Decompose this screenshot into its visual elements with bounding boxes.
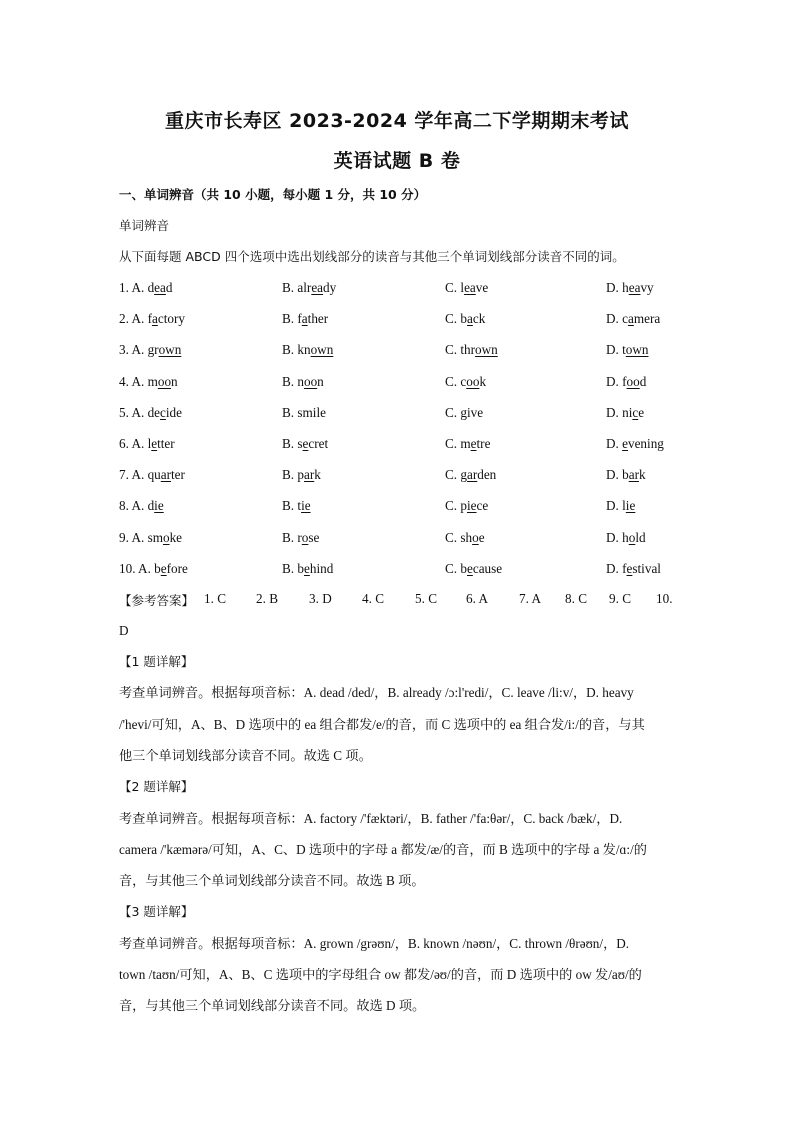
detail-text-line: /'hevi/可知，A、B、D 选项中的 ea 组合都发/e/的音，而 C 选项中的 ea 组合发/i:/的音，与其 [119, 716, 645, 732]
answer-item: 7. A [519, 591, 541, 606]
instructions: 从下面每题 ABCD 四个选项中选出划线部分的读音与其他三个单词划线部分读音不同的词。 [119, 249, 625, 264]
option-d: D. festival [606, 560, 661, 576]
detail-text-line: 考查单词辨音。根据每项音标：A. factory /'fæktəri/，B. father /'fa:θər/，C. back /bæk/，D. [119, 810, 623, 826]
option-c: C. thrown [445, 342, 498, 358]
option-c: C. give [445, 404, 484, 420]
option-a: 8. A. die [119, 498, 164, 514]
option-c: C. cook [445, 373, 487, 389]
option-c: C. metre [445, 436, 491, 451]
detail-heading: 【2 题详解】 [119, 779, 194, 795]
option-c: C. because [445, 560, 503, 576]
answer-item: 3. D [309, 591, 332, 606]
option-a: 1. A. dead [119, 280, 173, 295]
exam-title: 重庆市长寿区 2023-2024 学年高二下学期期末考试 [165, 110, 629, 132]
option-a: 7. A. quarter [119, 467, 185, 483]
detail-heading: 【3 题详解】 [119, 904, 194, 920]
option-a: 6. A. letter [119, 436, 175, 451]
option-b: B. tie [282, 498, 311, 514]
option-b: B. already [282, 280, 337, 295]
option-b: B. noon [282, 373, 324, 389]
answer-item: 10. [656, 591, 673, 606]
detail-text-line: town /taʊn/可知，A、B、C 选项中的字母组合 ow 都发/əʊ/的音，而 D 选项中的 ow 发/aʊ/的 [119, 967, 642, 982]
detail-text-line: 考查单词辨音。根据每项音标：A. dead /ded/，B. already /ɔ:l'redi/，C. leave /li:v/，D. heavy [119, 685, 634, 701]
answer-item: 6. A [466, 591, 488, 606]
detail-text-line: camera /'kæmərə/可知，A、C、D 选项中的字母 a 都发/æ/的音，而 B 选项中的字母 a 发/ɑ:/的 [119, 841, 647, 857]
option-d: D. town [606, 342, 649, 358]
option-d: D. lie [606, 498, 636, 514]
question-row [119, 280, 679, 298]
answer-item: 8. C [565, 591, 587, 606]
section-heading: 一、单词辨音（共 10 小题，每小题 1 分，共 10 分） [119, 187, 427, 202]
option-a: 5. A. decide [119, 404, 183, 420]
option-c: C. leave [445, 280, 489, 295]
question-row [119, 311, 679, 329]
option-a: 3. A. grown [119, 342, 182, 358]
option-c: C. back [445, 311, 486, 327]
answer-item: 9. C [609, 591, 631, 606]
option-c: C. shoe [445, 529, 485, 545]
option-d: D. heavy [606, 280, 654, 295]
subsection-title: 单词辨音 [119, 218, 170, 233]
answer-item: 5. C [415, 591, 437, 606]
detail-text-line: 他三个单词划线部分读音不同。故选 C 项。 [119, 747, 372, 763]
option-d: D. bark [606, 467, 646, 483]
answer-label: 【参考答案】 [119, 593, 195, 608]
option-b: B. park [282, 467, 321, 483]
question-row [119, 561, 679, 579]
option-b: B. behind [282, 560, 334, 576]
option-d: D. camera [606, 311, 661, 327]
option-c: C. piece [445, 498, 489, 514]
answer-item: 1. C [204, 591, 226, 606]
detail-text-line: 考查单词辨音。根据每项音标：A. grown /grəʊn/，B. known /nəʊn/，C. thrown /θrəʊn/，D. [119, 935, 630, 951]
question-row [119, 436, 679, 454]
question-row [119, 498, 679, 516]
answer-item: 4. C [362, 591, 384, 606]
option-c: C. garden [445, 467, 497, 483]
exam-subtitle: 英语试题 B 卷 [333, 150, 461, 172]
detail-text-line: 音，与其他三个单词划线部分读音不同。故选 D 项。 [119, 998, 426, 1014]
question-row [119, 374, 679, 392]
question-row [119, 530, 679, 548]
option-a: 4. A. moon [119, 373, 178, 389]
question-row [119, 405, 679, 423]
detail-heading: 【1 题详解】 [119, 654, 194, 669]
option-d: D. evening [606, 436, 664, 451]
option-b: B. rose [282, 529, 320, 545]
option-a: 10. A. before [119, 560, 188, 576]
detail-text-line: 音，与其他三个单词划线部分读音不同。故选 B 项。 [119, 873, 425, 889]
option-d: D. hold [606, 529, 646, 545]
option-b: B. father [282, 311, 329, 327]
option-a: 2. A. factory [119, 311, 185, 327]
option-b: B. known [282, 342, 334, 358]
question-row [119, 342, 679, 360]
answer-item-10-continued: D [119, 623, 129, 638]
option-d: D. nice [606, 404, 645, 420]
option-d: D. food [606, 373, 647, 389]
answer-item: 2. B [256, 591, 278, 606]
option-b: B. secret [282, 436, 329, 451]
option-a: 9. A. smoke [119, 529, 183, 545]
question-row [119, 467, 679, 485]
option-b: B. smile [282, 404, 326, 420]
